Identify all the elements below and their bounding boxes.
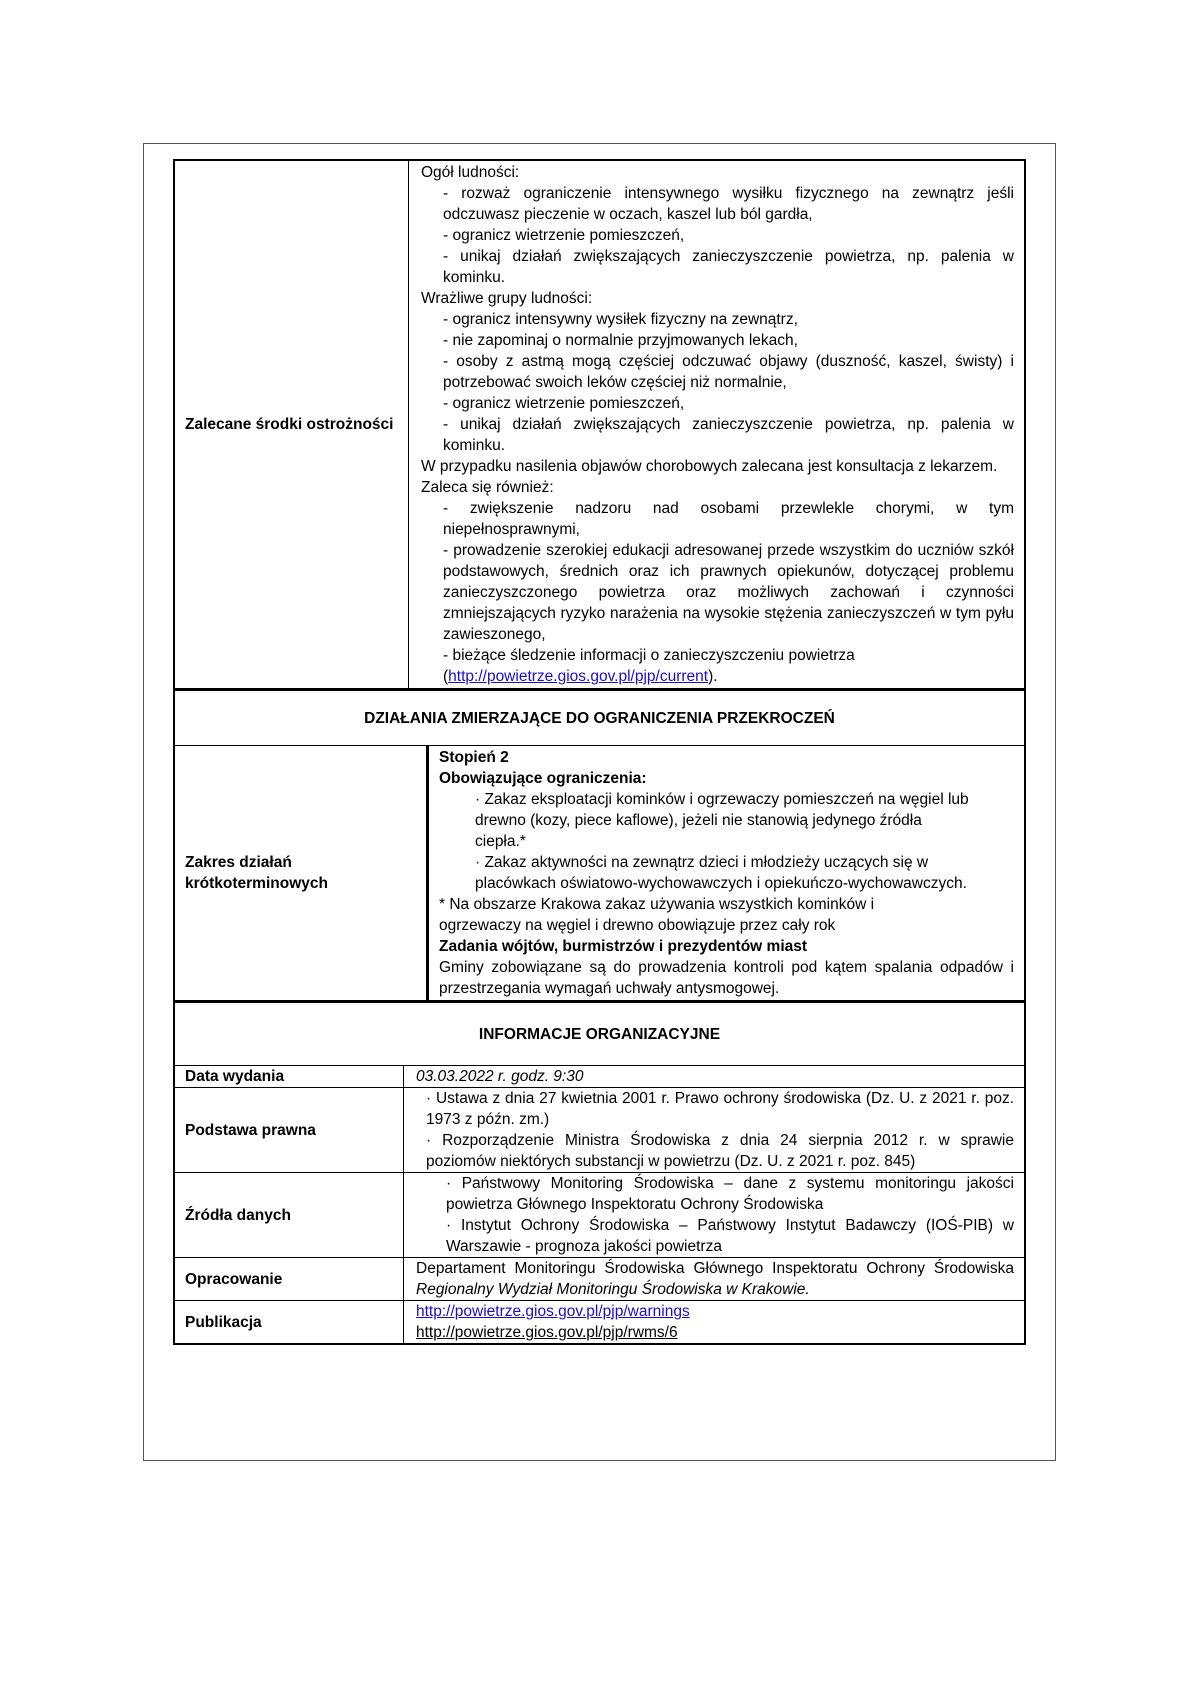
row-publication <box>175 1301 1024 1343</box>
current-link-line <box>443 666 1014 687</box>
legal-item: · Rozporządzenie Ministra Środowiska z dnia 24 sierpnia 2012 r. w sprawie poziomów niektórych substancji w powietrzu (Dz. U. z 2021 r. poz. 845) <box>426 1132 1014 1170</box>
prepared-by-label: Opracowanie <box>175 1258 404 1300</box>
also-recommended-title: Zaleca się również: <box>421 479 554 496</box>
prepared-by-content <box>404 1258 1024 1300</box>
tracking-info-text: - bieżące śledzenie informacji o zanieczyszczeniu powietrza <box>443 647 855 664</box>
current-link[interactable]: http://powietrze.gios.gov.pl/pjp/current <box>448 668 709 685</box>
row-precautions <box>175 161 1024 691</box>
data-sources-content <box>404 1173 1024 1257</box>
row-info-header <box>175 1003 1024 1066</box>
precautions-content <box>409 161 1024 688</box>
warnings-link[interactable]: http://powietrze.gios.gov.pl/pjp/warnings <box>416 1303 690 1320</box>
short-term-content <box>429 746 1024 1000</box>
restriction-item: · Zakaz aktywności na zewnątrz dzieci i młodzieży uczących się w placówkach oświatowo-wychowawczych i opiekuńczo-wychowawczych. <box>475 854 967 892</box>
krakow-note: * Na obszarze Krakowa zakaz używania wszystkich kominków i ogrzewaczy na węgiel i drewno obowiązuje przez cały rok <box>439 896 875 934</box>
list-item: - rozważ ograniczenie intensywnego wysiłku fizycznego na zewnątrz jeśli odczuwasz pieczenie w oczach, kaszel lub ból gardła, <box>443 185 1014 223</box>
data-sources-label: Źródła danych <box>175 1173 404 1257</box>
source-item: · Państwowy Monitoring Środowiska – dane z systemu monitoringu jakości powietrza Głównego Inspektoratu Ochrony Środowiska <box>446 1175 1014 1213</box>
legal-basis-content <box>404 1088 1024 1172</box>
restrictions-title: Obowiązujące ograniczenia: <box>439 770 647 787</box>
issue-date-label: Data wydania <box>175 1066 404 1087</box>
row-actions-header <box>175 691 1024 746</box>
list-item: - ogranicz wietrzenie pomieszczeń, <box>443 227 685 244</box>
level-title: Stopień 2 <box>439 749 509 766</box>
list-item: - unikaj działań zwiększających zanieczyszczenie powietrza, np. palenia w kominku. <box>443 248 1014 286</box>
short-term-label: Zakres działań krótkoterminowych <box>175 746 429 1000</box>
list-item: - ogranicz wietrzenie pomieszczeń, <box>443 395 685 412</box>
row-data-sources <box>175 1173 1024 1258</box>
publication-content <box>404 1301 1024 1343</box>
list-item: - ogranicz intensywny wysiłek fizyczny na zewnątrz, <box>443 311 798 328</box>
issue-date-value: 03.03.2022 r. godz. 9:30 <box>416 1068 584 1085</box>
sensitive-groups-title: Wrażliwe grupy ludności: <box>421 290 593 307</box>
warning-document <box>173 159 1026 1345</box>
list-item: - osoby z astmą mogą częściej odczuwać objawy (duszność, kaszel, świsty) i potrzebować swoich leków częściej niż normalnie, <box>443 353 1014 391</box>
info-section-header: INFORMACJE ORGANIZACYJNE <box>478 1025 721 1043</box>
row-short-term-actions <box>175 746 1024 1003</box>
symptoms-note: W przypadku nasilenia objawów chorobowych zalecana jest konsultacja z lekarzem. <box>421 458 998 475</box>
publication-label: Publikacja <box>175 1301 404 1343</box>
source-item: · Instytut Ochrony Środowiska – Państwowy Instytut Badawczy (IOŚ-PIB) w Warszawie - prognoza jakości powietrza <box>446 1217 1014 1255</box>
precautions-label: Zalecane środki ostrożności <box>175 161 409 688</box>
paren-open: ( <box>443 668 449 685</box>
general-population-title: Ogół ludności: <box>421 164 520 181</box>
list-item <box>421 645 1014 687</box>
prepared-by-text: Departament Monitoringu Środowiska Głównego Inspektoratu Ochrony Środowiska <box>416 1260 1014 1277</box>
paren-close: ). <box>708 668 718 685</box>
prepared-by-unit: Regionalny Wydział Monitoringu Środowiska w Krakowie. <box>416 1281 810 1298</box>
row-issue-date <box>175 1066 1024 1088</box>
municipal-tasks-text: Gminy zobowiązane są do prowadzenia kontroli pod kątem spalania odpadów i przestrzegania wymagań uchwały antysmogowej. <box>439 959 1014 997</box>
actions-section-header: DZIAŁANIA ZMIERZAJĄCE DO OGRANICZENIA PRZEKROCZEŃ <box>364 709 835 727</box>
list-item: - prowadzenie szerokiej edukacji adresowanej przede wszystkim do uczniów szkół podstawowych, średnich oraz ich prawnych opiekunów, dotyczącej problemu zanieczyszczonego powietrza oraz możliwych zachowań i czynności zmniejszających ryzyko narażenia na wysokie stężenia zanieczyszczeń w tym pyłu zawieszonego, <box>443 542 1014 643</box>
restriction-item: · Zakaz eksploatacji kominków i ogrzewaczy pomieszczeń na węgiel lub drewno (kozy, piece kaflowe), jeżeli nie stanowią jedynego źródła ciepła.* <box>475 791 969 850</box>
row-legal-basis <box>175 1088 1024 1173</box>
list-item: - unikaj działań zwiększających zanieczyszczenie powietrza, np. palenia w kominku. <box>443 416 1014 454</box>
municipal-tasks-title: Zadania wójtów, burmistrzów i prezydentów miast <box>439 938 808 955</box>
legal-basis-label: Podstawa prawna <box>175 1088 404 1172</box>
list-item: - zwiększenie nadzoru nad osobami przewlekle chorymi, w tym niepełnosprawnymi, <box>443 500 1014 538</box>
legal-item: · Ustawa z dnia 27 kwietnia 2001 r. Prawo ochrony środowiska (Dz. U. z 2021 r. poz. 1973 z późn. zm.) <box>426 1090 1014 1128</box>
list-item: - nie zapominaj o normalnie przyjmowanych lekach, <box>443 332 798 349</box>
rwms-link[interactable]: http://powietrze.gios.gov.pl/pjp/rwms/6 <box>416 1324 678 1341</box>
row-prepared-by <box>175 1258 1024 1301</box>
